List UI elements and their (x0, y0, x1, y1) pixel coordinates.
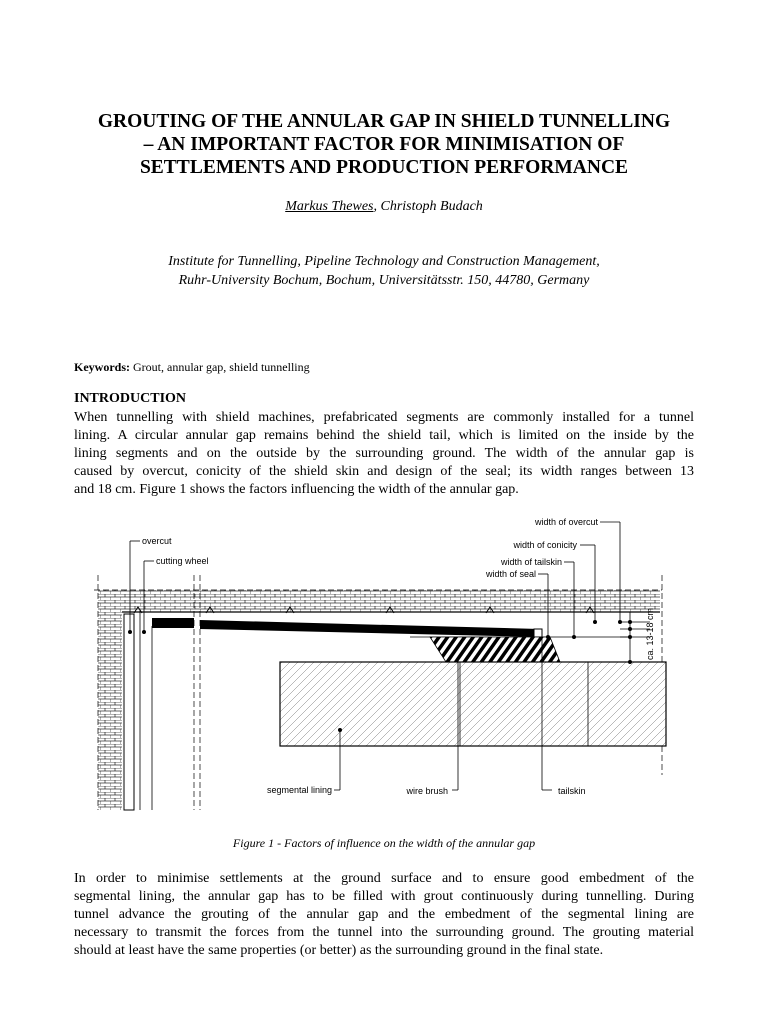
body-line: tunnel advance the grouting of the annular gap and the embedment of the segmental lining are (74, 907, 694, 922)
author-list (0, 199, 768, 215)
figure-1 (90, 510, 670, 816)
annular-gap-diagram (90, 510, 670, 816)
body-line: In order to minimise settlements at the ground surface and to ensure good embedment of the (74, 871, 694, 886)
gap-dimension-label: ca. 13-18 cm (645, 607, 655, 660)
intro-line: caused by overcut, conicity of the shield skin and design of the seal; its width ranges between 13 (74, 464, 694, 479)
keywords (74, 360, 310, 375)
affiliation-line-2: Ruhr-University Bochum, Bochum, Universitätsstr. 150, 44780, Germany (178, 273, 590, 288)
tail-seal (534, 629, 542, 637)
width-of-tailskin-label: width of tailskin (500, 557, 562, 567)
cutting-wheel-label: cutting wheel (156, 556, 209, 566)
tailskin-label: tailskin (558, 786, 586, 796)
keywords-text: Grout, annular gap, shield tunnelling (130, 360, 310, 374)
overcut-label: overcut (142, 536, 172, 546)
secondary-author: Christoph Budach (380, 199, 483, 214)
intro-line: lining. A circular annular gap remains behind the shield tail, which is limited on the inside by the (74, 428, 694, 443)
shield-skin-front (152, 618, 194, 628)
shield-skin-tail (200, 620, 540, 637)
intro-line: When tunnelling with shield machines, prefabricated segments are commonly installed for a tunnel (74, 410, 694, 425)
width-of-conicity-label: width of conicity (513, 540, 577, 550)
width-of-seal-label: width of seal (485, 569, 536, 579)
body-paragraph (74, 870, 694, 960)
segmental-lining (280, 662, 666, 746)
figure-caption: Figure 1 - Factors of influence on the width of the annular gap (232, 836, 536, 850)
face-wall (98, 610, 122, 810)
author-separator: , (373, 199, 381, 214)
title-line-1: GROUTING OF THE ANNULAR GAP IN SHIELD TUNNELLING (97, 111, 671, 132)
title-line-3: SETTLEMENTS AND PRODUCTION PERFORMANCE (139, 157, 629, 178)
title-line-2: – AN IMPORTANT FACTOR FOR MINIMISATION OF (143, 134, 625, 155)
intro-line: lining segments and on the outside by the surrounding ground. The width of the annular gap is (74, 446, 694, 461)
cutting-wheel (124, 614, 134, 810)
intro-line: and 18 cm. Figure 1 shows the factors influencing the width of the annular gap. (74, 482, 519, 497)
body-line: segmental lining, the annular gap has to be filled with grout continuously during tunnelling. During (74, 889, 694, 904)
body-line: necessary to transmit the forces from the tunnel into the surrounding ground. The grouting material (74, 925, 694, 940)
affiliation (0, 252, 768, 290)
ground-layer (98, 590, 660, 612)
width-of-overcut-label: width of overcut (534, 517, 598, 527)
section-heading: INTRODUCTION (74, 391, 187, 406)
intro-paragraph (74, 409, 694, 499)
wire-brush-label: wire brush (406, 786, 448, 796)
wire-brush (430, 637, 560, 662)
segmental-lining-label: segmental lining (266, 785, 332, 795)
body-line: should at least have the same properties (or better) as the surrounding ground in the final state. (74, 943, 604, 958)
keywords-label: Keywords: (74, 360, 130, 374)
paper-title (40, 110, 728, 179)
affiliation-line-1: Institute for Tunnelling, Pipeline Technology and Construction Management, (168, 254, 600, 269)
primary-author: Markus Thewes (285, 199, 374, 214)
